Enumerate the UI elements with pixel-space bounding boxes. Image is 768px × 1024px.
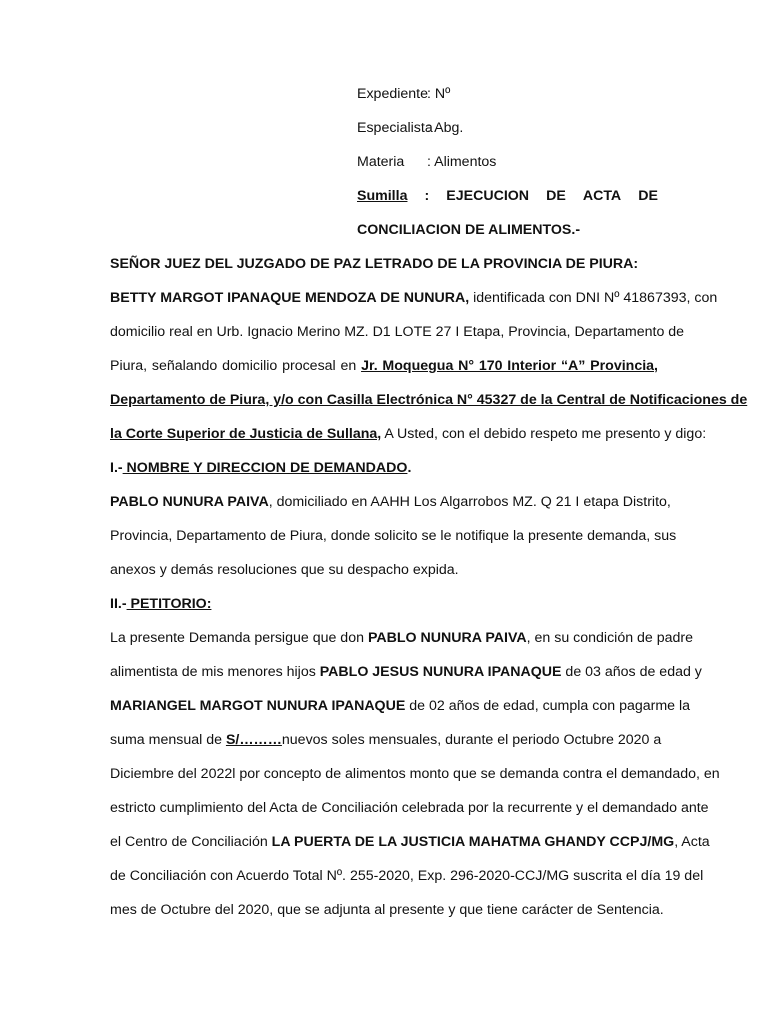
sumilla-colon: : — [424, 188, 430, 204]
petitorio-text: de 03 años de edad y — [561, 664, 702, 680]
section-1-heading — [110, 460, 658, 494]
intro-text: identificada con DNI Nº 41867393, con — [469, 290, 718, 306]
intro-line: domicilio real en Urb. Ignacio Merino MZ. D1 LOTE 27 I Etapa, Provincia, Departamento de — [110, 324, 685, 340]
intro-line — [110, 290, 718, 324]
sumilla-line-2: CONCILIACION DE ALIMENTOS.- — [357, 222, 581, 238]
petitorio-text: el Centro de Conciliación — [110, 834, 272, 850]
petitorio-line: de Conciliación con Acuerdo Total Nº. 255-2020, Exp. 296-2020-CCJ/MG suscrita el día 19 del — [110, 868, 704, 884]
procedural-address-end: la Corte Superior de Justicia de Sullana, — [110, 426, 382, 442]
intro-line — [110, 426, 707, 460]
petitorio-text: , Acta — [674, 834, 710, 850]
intro-text: A Usted, con el debido respeto me presento y digo: — [381, 426, 707, 442]
petitorio-line — [110, 630, 694, 664]
petitorio-text: La presente Demanda persigue que don — [110, 630, 368, 646]
sumilla-word: ACTA — [582, 188, 622, 204]
document-body — [110, 256, 748, 936]
defendant-name: PABLO NUNURA PAIVA — [110, 494, 269, 510]
conciliation-center: LA PUERTA DE LA JUSTICIA MAHATMA GHANDY CCPJ/MG — [271, 834, 675, 850]
defendant-name: PABLO NUNURA PAIVA — [367, 630, 527, 646]
intro-line — [110, 358, 658, 392]
materia-value: : Alimentos — [427, 154, 497, 170]
section-title: NOMBRE Y DIRECCION DE DEMANDADO — [122, 460, 408, 476]
court-address: SEÑOR JUEZ DEL JUZGADO DE PAZ LETRADO DE LA PROVINCIA DE PIURA: — [110, 256, 639, 272]
materia-row — [357, 154, 658, 188]
petitorio-line — [110, 834, 710, 868]
section-dot: . — [407, 460, 412, 476]
child-name: MARIANGEL MARGOT NUNURA IPANAQUE — [110, 698, 406, 714]
sumilla-row — [357, 188, 658, 222]
petitorio-text: alimentista de mis menores hijos — [110, 664, 320, 680]
petitorio-line — [110, 732, 662, 766]
section-title: PETITORIO: — [126, 596, 212, 612]
petitorio-line: estricto cumplimiento del Acta de Conciliación celebrada por la recurrente y el demandado ante — [110, 800, 709, 816]
materia-label: Materia — [357, 154, 405, 170]
defendant-line: anexos y demás resoluciones que su despacho expida. — [110, 562, 459, 578]
defendant-line: Provincia, Departamento de Piura, donde solicito se le notifique la presente demanda, sus — [110, 528, 677, 544]
section-number: I.- — [110, 460, 123, 476]
intro-text: Piura, señalando domicilio procesal en — [110, 358, 362, 374]
sumilla-word: DE — [638, 188, 658, 204]
petitorio-line — [110, 698, 691, 732]
sumilla-word: DE — [546, 188, 566, 204]
section-number: II.- — [110, 596, 127, 612]
sumilla-word: EJECUCION — [446, 188, 530, 204]
expediente-label: Expediente — [357, 86, 428, 102]
defendant-line — [110, 494, 671, 528]
expediente-row — [357, 86, 658, 120]
especialista-label: Especialista — [357, 120, 433, 136]
case-header — [357, 86, 658, 238]
section-2-heading — [110, 596, 658, 630]
petitorio-text: suma mensual de — [110, 732, 226, 748]
plaintiff-name: BETTY MARGOT IPANAQUE MENDOZA DE NUNURA, — [110, 290, 470, 306]
expediente-value: : Nº — [427, 86, 451, 102]
especialista-value: : Abg. — [427, 120, 464, 136]
especialista-row — [357, 120, 658, 154]
petitorio-line: Diciembre del 2022l por concepto de alimentos monto que se demanda contra el demandado, en — [110, 766, 720, 782]
petitorio-text: de 02 años de edad, cumpla con pagarme la — [405, 698, 691, 714]
amount-blank: S/……… — [225, 732, 282, 748]
child-name: PABLO JESUS NUNURA IPANAQUE — [319, 664, 562, 680]
defendant-text: , domiciliado en AAHH Los Algarrobos MZ. Q 21 I etapa Distrito, — [268, 494, 671, 510]
sumilla-label: Sumilla — [357, 188, 408, 204]
petitorio-text: , en su condición de padre — [526, 630, 694, 646]
procedural-address: Jr. Moquegua N° 170 Interior “A” Provincia, — [361, 358, 658, 374]
procedural-address-line: Departamento de Piura, y/o con Casilla Electrónica N° 45327 de la Central de Notificaciones de — [110, 392, 748, 408]
petitorio-line — [110, 664, 702, 698]
petitorio-line: mes de Octubre del 2020, que se adjunta al presente y que tiene carácter de Sentencia. — [110, 902, 664, 918]
petitorio-text: nuevos soles mensuales, durante el periodo Octubre 2020 a — [281, 732, 662, 748]
